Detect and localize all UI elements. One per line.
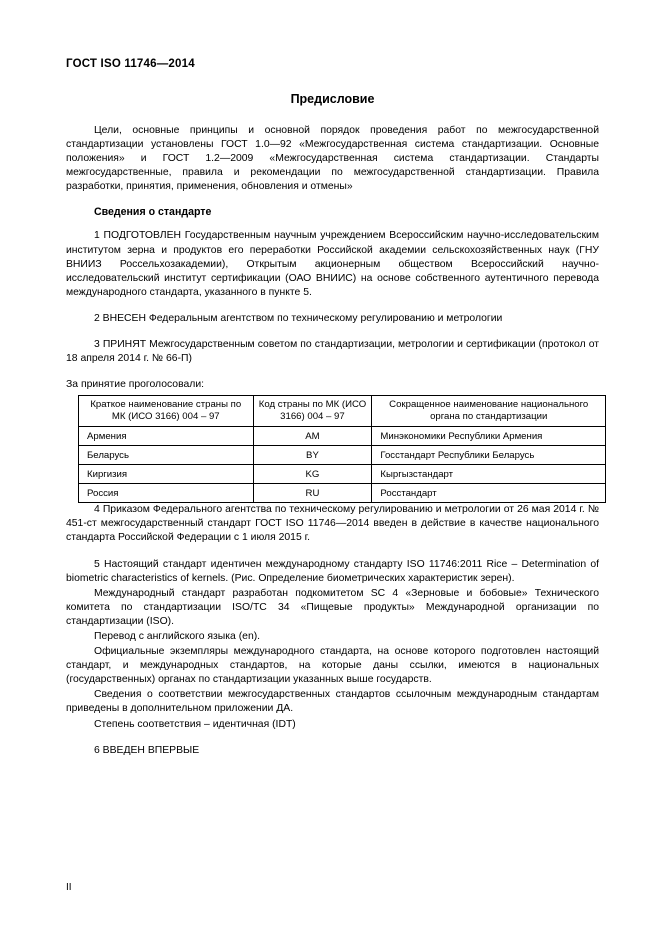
table-header-row [79, 396, 606, 427]
clause-1: 1 ПОДГОТОВЛЕН Государственным научным учреждением Всероссийским научно-исследовательским институтом зерна и продуктов его переработки Российской академии сельскохозяйственных наук (ГНУ ВНИИЗ Россельхозакадемии), Открытым акционерным обществом Всероссийский научно-исследовательский институт сертификации (ОАО ВНИИС) на основе собственного аутентичного перевода международного стандарта, указанного в пункте 5. [66, 230, 599, 298]
table-row [79, 446, 606, 465]
cell-body: Минэкономики Республики Армения [372, 427, 606, 446]
cell-body: Росстандарт [372, 484, 606, 503]
table-row [79, 427, 606, 446]
clause-3: 3 ПРИНЯТ Межгосударственным советом по стандартизации, метрологии и сертификации (протокол от 18 апреля 2014 г. № 66-П) [66, 339, 599, 365]
section-heading-standard-info: Сведения о стандарте [94, 206, 212, 219]
cell-country: Беларусь [79, 446, 254, 465]
column-header-country: Краткое наименование страны по МК (ИСО 3166) 004 – 97 [79, 396, 254, 427]
table-row [79, 484, 606, 503]
page-title: Предисловие [290, 92, 375, 106]
clause-5-note-translation: Перевод с английского языка (en). [94, 630, 261, 642]
voting-countries-table [78, 395, 606, 503]
cell-code: KG [253, 465, 372, 484]
vote-label: За принятие проголосовали: [66, 379, 205, 391]
clause-5-note-copies: Официальные экземпляры международного стандарта, на основе которого подготовлен настоящий стандарт, и международных стандартов, на которые даны ссылки, имеются в национальных (государственных) органах по стандартизации указанных выше государств. [66, 646, 599, 686]
column-header-body: Сокращенное наименование национального органа по стандартизации [372, 396, 606, 427]
cell-code: AM [253, 427, 372, 446]
clause-5: 5 Настоящий стандарт идентичен международному стандарту ISO 11746:2011 Rice – Determination of biometric characteristics of kernels. (Рис. Определение биометрических характеристик зерен). [66, 558, 599, 584]
cell-country: Киргизия [79, 465, 254, 484]
clause-5-note-committee: Международный стандарт разработан подкомитетом SC 4 «Зерновые и бобовые» Технического комитета по стандартизации ISO/ТС 34 «Пищевые продукты» Международной организации по стандартизации (ISO). [66, 587, 599, 627]
cell-body: Кыргызстандарт [372, 465, 606, 484]
table-row [79, 465, 606, 484]
clause-4: 4 Приказом Федерального агентства по техническому регулированию и метрологии от 26 мая 2014 г. № 451-ст межгосударственный стандарт ГОСТ ISO 11746—2014 введен в действие в качестве национального стандарта Российской Федерации с 1 июля 2015 г. [66, 504, 599, 544]
cell-country: Россия [79, 484, 254, 503]
cell-code: RU [253, 484, 372, 503]
column-header-code: Код страны по МК (ИСО 3166) 004 – 97 [253, 396, 372, 427]
cell-country: Армения [79, 427, 254, 446]
clause-5-note-correspondence: Сведения о соответствии межгосударственных стандартов ссылочным международным стандартам приведены в дополнительном приложении ДА. [66, 689, 599, 715]
intro-paragraph: Цели, основные принципы и основной порядок проведения работ по межгосударственной стандартизации установлены ГОСТ 1.0—92 «Межгосударственная система стандартизации. Основные положения» и ГОСТ 1.2—2009 «Межгосударственная система стандартизации. Стандарты межгосударственные, правила и рекомендации по межгосударственной стандартизации. Правила разработки, принятия, применения, обновления и отмены» [66, 125, 599, 193]
cell-code: BY [253, 446, 372, 465]
clause-6: 6 ВВЕДЕН ВПЕРВЫЕ [94, 744, 200, 756]
page-number: II [66, 882, 72, 893]
document-standard-number: ГОСТ ISO 11746—2014 [66, 58, 195, 70]
clause-5-note-degree: Степень соответствия – идентичная (IDT) [94, 718, 296, 730]
clause-2: 2 ВНЕСЕН Федеральным агентством по техническому регулированию и метрологии [94, 312, 503, 324]
cell-body: Госстандарт Республики Беларусь [372, 446, 606, 465]
